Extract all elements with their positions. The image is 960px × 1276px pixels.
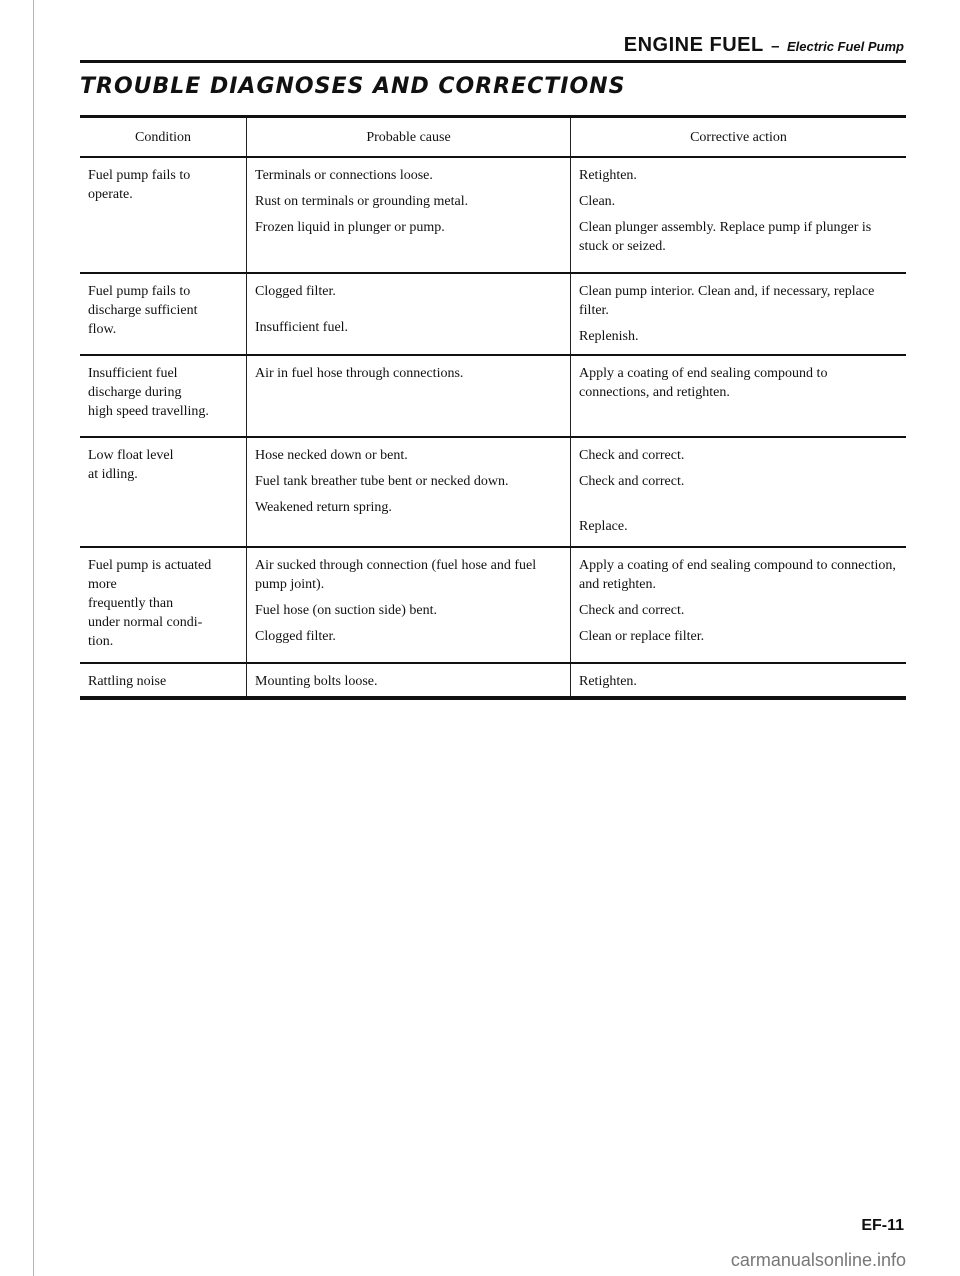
- page-number: EF-11: [861, 1217, 904, 1234]
- condition-text: Insufficient fuel discharge during high speed travelling.: [88, 366, 209, 419]
- condition-cell: [80, 664, 246, 696]
- condition-cell: [80, 548, 246, 662]
- action-item: Clean pump interior. Clean and, if necessary, replace filter.: [579, 284, 875, 318]
- cause-cell: [246, 356, 571, 436]
- cause-cell: [246, 274, 571, 354]
- condition-cell: [80, 274, 246, 354]
- table-row: [80, 436, 906, 546]
- column-header-corrective-action: Corrective action: [690, 130, 787, 145]
- table-header-row: [80, 118, 906, 156]
- action-item: Check and correct.: [579, 474, 685, 489]
- action-item: Replenish.: [579, 329, 639, 344]
- action-cell: [571, 274, 906, 354]
- table-row: [80, 156, 906, 272]
- cause-item: Mounting bolts loose.: [255, 674, 378, 689]
- action-item: Check and correct.: [579, 448, 685, 463]
- action-item: Clean or replace filter.: [579, 629, 705, 644]
- condition-cell: [80, 356, 246, 436]
- header-separator: –: [771, 38, 780, 55]
- cause-item: Weakened return spring.: [255, 500, 392, 515]
- header-section: ENGINE FUEL: [623, 34, 764, 56]
- cause-item: Insufficient fuel.: [255, 320, 349, 335]
- cause-item: Clogged filter.: [255, 284, 336, 299]
- column-header-condition: Condition: [134, 130, 191, 145]
- action-cell: [571, 664, 906, 696]
- header-subsection: Electric Fuel Pump: [786, 39, 904, 54]
- header-rule: [80, 60, 906, 63]
- table-row: [80, 662, 906, 696]
- column-header-probable-cause: Probable cause: [246, 118, 571, 156]
- cause-item: Rust on terminals or grounding metal.: [255, 194, 469, 209]
- cause-item: Hose necked down or bent.: [255, 448, 408, 463]
- table-row: [80, 546, 906, 662]
- action-item: Clean.: [579, 194, 616, 209]
- action-item: Replace.: [579, 519, 628, 534]
- action-item: Check and correct.: [579, 603, 685, 618]
- cause-cell: [246, 438, 571, 546]
- condition-text: Low float level at idling.: [88, 448, 174, 482]
- condition-cell: [80, 158, 246, 272]
- page-title: TROUBLE DIAGNOSES AND CORRECTIONS: [80, 74, 626, 99]
- cause-item: Fuel tank breather tube bent or necked down.: [255, 474, 509, 489]
- action-cell: [571, 438, 906, 546]
- condition-text: Fuel pump is actuated more frequently than under normal condi- tion.: [88, 558, 212, 649]
- cause-item: Clogged filter.: [255, 629, 336, 644]
- action-item: Clean plunger assembly. Replace pump if plunger is stuck or seized.: [579, 220, 872, 254]
- cause-cell: [246, 664, 571, 696]
- action-cell: [571, 548, 906, 662]
- binding-margin-line: [33, 0, 34, 1276]
- action-item: Apply a coating of end sealing compound to connections, and retighten.: [579, 366, 828, 400]
- cause-item: Air sucked through connection (fuel hose and fuel pump joint).: [255, 558, 537, 592]
- cause-cell: [246, 548, 571, 662]
- cause-item: Frozen liquid in plunger or pump.: [255, 220, 445, 235]
- diagnosis-table: [80, 115, 906, 700]
- action-cell: [571, 158, 906, 272]
- action-item: Apply a coating of end sealing compound to connection, and retighten.: [579, 558, 896, 592]
- condition-text: Rattling noise: [88, 674, 167, 689]
- cause-item: Air in fuel hose through connections.: [255, 366, 464, 381]
- condition-cell: [80, 438, 246, 546]
- watermark-text: carmanualsonline.info: [730, 1250, 906, 1270]
- cause-item: Fuel hose (on suction side) bent.: [255, 603, 437, 618]
- table-row: [80, 354, 906, 436]
- action-item: Retighten.: [579, 168, 637, 183]
- table-row: [80, 272, 906, 354]
- condition-text: Fuel pump fails to operate.: [88, 168, 191, 202]
- cause-cell: [246, 158, 571, 272]
- action-cell: [571, 356, 906, 436]
- cause-item: Terminals or connections loose.: [255, 168, 433, 183]
- section-header: [624, 34, 904, 57]
- condition-text: Fuel pump fails to discharge sufficient flow.: [88, 284, 198, 337]
- action-item: Retighten.: [579, 674, 637, 689]
